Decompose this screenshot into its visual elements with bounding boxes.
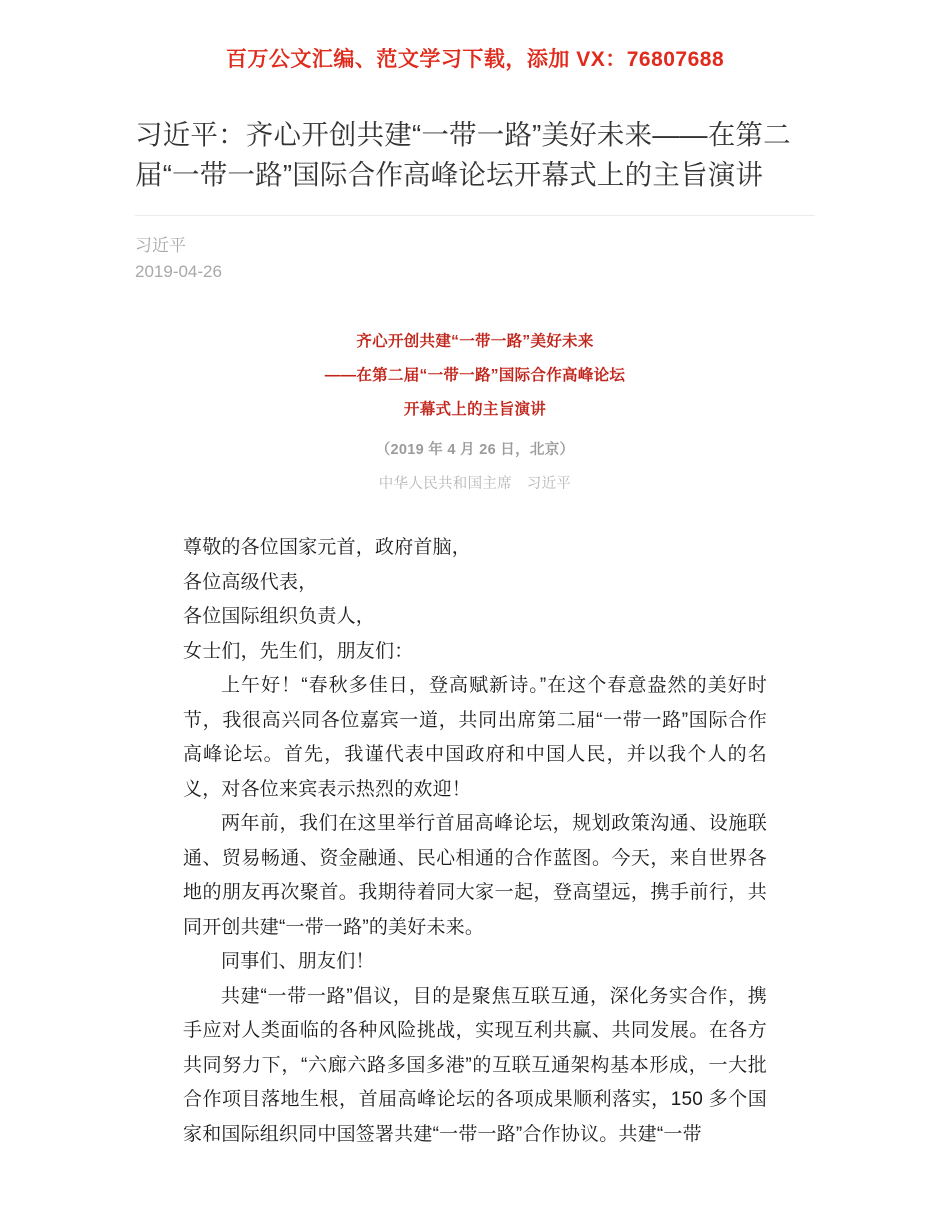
- body-paragraph: 上午好！“春秋多佳日，登高赋新诗。”在这个春意盎然的美好时节，我很高兴同各位嘉宾一道，共同出席第二届“一带一路”国际合作高峰论坛。首先，我谨代表中国政府和中国人民，并以我个人的名义，对各位来宾表示热烈的欢迎！: [183, 675, 767, 800]
- body-paragraph: 同事们、朋友们！: [221, 951, 375, 973]
- document-heading-line: 开幕式上的主旨演讲: [403, 401, 547, 419]
- document-heading: [0, 325, 950, 427]
- document-dateline: （2019 年 4 月 26 日，北京）: [375, 442, 575, 459]
- document-heading-line: 齐心开创共建“一带一路”美好未来: [356, 333, 594, 351]
- salutation-line: 尊敬的各位国家元首，政府首脑，: [183, 537, 472, 559]
- article-date: 2019-04-26: [135, 262, 222, 282]
- document-byline: 中华人民共和国主席 习近平: [378, 476, 572, 493]
- page-title: 习近平：齐心开创共建“一带一路”美好未来——在第二届“一带一路”国际合作高峰论坛开幕式上的主旨演讲: [135, 119, 791, 191]
- promo-banner: 百万公文汇编、范文学习下载，添加 VX：76807688: [225, 48, 725, 71]
- body-paragraph: 共建“一带一路”倡议，目的是聚焦互联互通，深化务实合作，携手应对人类面临的各种风险挑战，实现互利共赢、共同发展。在各方共同努力下，“六廊六路多国多港”的互联互通架构基本形成，一大批合作项目落地生根，首届高峰论坛的各项成果顺利落实，150 多个国家和国际组织同中国签署共建“一带一路”合作协议。共建“一带: [183, 985, 767, 1145]
- article-header: [135, 73, 815, 216]
- document-body: [183, 499, 767, 1152]
- body-paragraph: 两年前，我们在这里举行首届高峰论坛，规划政策沟通、设施联通、贸易畅通、资金融通、民心相通的合作蓝图。今天，来自世界各地的朋友再次聚首。我期待着同大家一起，登高望远，携手前行，共同开创共建“一带一路”的美好未来。: [183, 813, 767, 938]
- document-heading-line: ——在第二届“一带一路”国际合作高峰论坛: [324, 367, 626, 385]
- salutation-line: 女士们，先生们，朋友们：: [183, 640, 414, 662]
- article-meta: [135, 216, 815, 285]
- salutation-line: 各位国际组织负责人，: [183, 606, 376, 628]
- salutation-line: 各位高级代表，: [183, 571, 318, 593]
- article-author: 习近平: [135, 236, 186, 256]
